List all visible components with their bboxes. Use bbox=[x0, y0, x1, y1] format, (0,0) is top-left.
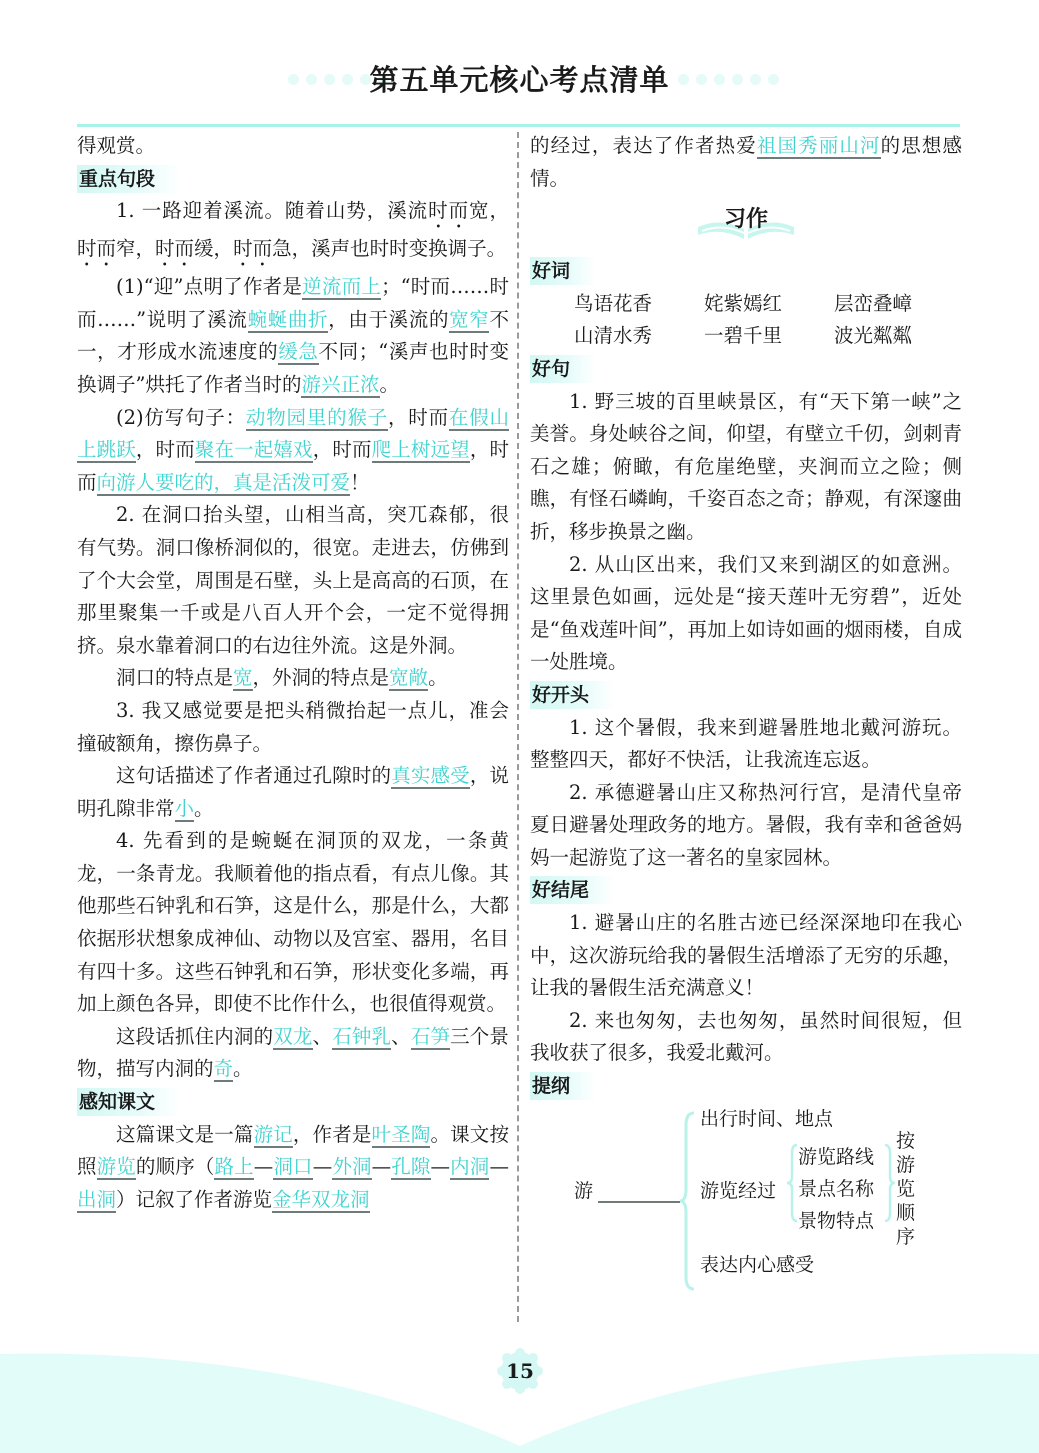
section-heading-key-sentences: 重点句段 bbox=[77, 165, 181, 193]
answer: 宽敞 bbox=[389, 666, 429, 690]
passage-1: 1. 一路迎着溪流。随着山势，溪流时而宽，时而窄，时而缓，时而急，溪声也时时变换调子。 bbox=[77, 199, 509, 261]
answer: 宽 bbox=[233, 666, 253, 690]
answer: 内洞 bbox=[450, 1155, 490, 1179]
answer: 向游人要吃的，真是活泼可爱 bbox=[96, 470, 351, 494]
word-item: 山清水秀 bbox=[574, 324, 653, 348]
answer: 动物园里的猴子 bbox=[245, 405, 388, 429]
left-column bbox=[77, 130, 509, 1216]
answer: 缓急 bbox=[278, 340, 319, 364]
section-heading-good-words: 好词 bbox=[530, 257, 596, 285]
outline-branch-2: 游览经过 bbox=[700, 1179, 777, 1202]
answer: 聚在一起嬉戏 bbox=[194, 438, 313, 462]
good-words-grid bbox=[530, 288, 962, 353]
section-heading-outline: 提纲 bbox=[530, 1072, 596, 1100]
answer: 双龙 bbox=[273, 1024, 313, 1048]
answer: 爬上树远望 bbox=[371, 438, 470, 462]
closing-brace-icon bbox=[884, 1143, 896, 1223]
column-divider bbox=[517, 132, 519, 1322]
answer: 石钟乳 bbox=[332, 1024, 392, 1048]
answer: 在假山上跳跃 bbox=[77, 405, 509, 462]
word-item: 层峦叠嶂 bbox=[834, 291, 913, 315]
passage-4: 4. 先看到的是蜿蜒在洞顶的双龙，一条黄龙，一条青龙。我顺着他的指点看，有点儿像。其他那些石钟乳和石笋，这是什么，那是什么，大都依据形状想象成神仙、动物以及宫室、器用，名目有四十多。这些石钟乳和石笋，形状变化多端，再加上颜色各异，即使不比作什么，也很值得观赏。 bbox=[77, 829, 509, 1016]
answer: 叶圣陶 bbox=[371, 1122, 431, 1146]
page-number: 15 bbox=[506, 1359, 534, 1383]
good-opening-2: 2. 承德避暑山庄又称热河行宫，是清代皇帝夏日避暑处理政务的地方。暑假，我有幸和爸爸妈妈一起游览了这一著名的皇家园林。 bbox=[530, 780, 962, 869]
page-title: 第五单元核心考点清单 bbox=[369, 63, 670, 97]
section-heading-good-openings: 好开头 bbox=[530, 681, 615, 709]
word-item: 鸟语花香 bbox=[574, 291, 653, 315]
answer: 出洞 bbox=[77, 1187, 117, 1211]
answer: 路上 bbox=[214, 1155, 254, 1179]
answer: 蜿蜒曲折 bbox=[247, 307, 329, 331]
outline-blank-line bbox=[598, 1201, 680, 1203]
outline-root: 游 bbox=[574, 1179, 594, 1202]
perceive-text-continuation: 的经过，表达了作者热爱祖国秀丽山河的思想感情。 bbox=[530, 134, 962, 190]
answer: 游览 bbox=[96, 1155, 136, 1179]
outline-branch-1: 出行时间、地点 bbox=[700, 1107, 834, 1130]
good-ending-2: 2. 来也匆匆，去也匆匆，虽然时间很短，但我收获了很多，我爱北戴河。 bbox=[530, 1008, 962, 1065]
answer: 石笋 bbox=[410, 1024, 451, 1048]
section-heading-good-endings: 好结尾 bbox=[530, 876, 615, 904]
outline-side-note: 按游览顺序 bbox=[896, 1129, 916, 1248]
outline-sub-1: 游览路线 bbox=[798, 1145, 875, 1168]
outline-sub-2: 景点名称 bbox=[798, 1177, 875, 1200]
section-heading-perceive-text: 感知课文 bbox=[77, 1088, 181, 1116]
answer: 祖国秀丽山河 bbox=[756, 134, 881, 157]
word-item: 姹紫嫣红 bbox=[704, 291, 783, 315]
answer: 宽窄 bbox=[449, 307, 490, 331]
section-heading-good-sentences: 好句 bbox=[530, 355, 596, 383]
perceive-text-paragraph: 这篇课文是一篇游记，作者是叶圣陶。课文按照游览的顺序（路上—洞口—外洞—孔隙—内洞—出洞）记叙了作者游览金华双龙洞 bbox=[77, 1122, 509, 1211]
question-3: 这句话描述了作者通过孔隙时的真实感受，说明孔隙非常小。 bbox=[77, 764, 509, 820]
good-ending-1: 1. 避暑山庄的名胜古迹已经深深地印在我心中，这次游玩给我的暑假生活增添了无穷的乐趣，让我的暑假生活充满意义！ bbox=[530, 911, 962, 1000]
answer: 奇 bbox=[213, 1057, 234, 1081]
header-divider bbox=[77, 124, 960, 127]
outline-sub-3: 景物特点 bbox=[798, 1209, 875, 1232]
answer: 洞口 bbox=[273, 1155, 313, 1179]
question-1-2: (2)仿写句子：动物园里的猴子，时而在假山上跳跃，时而聚在一起嬉戏，时而爬上树远望，时而向游人要吃的，真是活泼可爱！ bbox=[77, 405, 509, 494]
word-item: 波光粼粼 bbox=[834, 324, 913, 348]
outline-diagram bbox=[530, 1103, 962, 1298]
answer: 孔隙 bbox=[391, 1155, 431, 1179]
header-dots-right bbox=[678, 74, 779, 85]
question-4: 这段话抓住内洞的双龙、石钟乳、石笋三个景物，描写内洞的奇。 bbox=[77, 1024, 509, 1081]
answer: 真实感受 bbox=[391, 764, 470, 788]
passage-2: 2. 在洞口抬头望，山相当高，突兀森郁，很有气势。洞口像桥洞似的，很宽。走进去，仿佛到了个大会堂，周围是石壁，头上是高高的石顶，在那里聚集一千或是八百人开个会，一定不觉得拥挤。泉水靠着洞口的右边往外流。这是外洞。 bbox=[77, 503, 509, 657]
answer: 游兴正浓 bbox=[301, 372, 380, 396]
answer: 外洞 bbox=[332, 1155, 372, 1179]
word-item: 一碧千里 bbox=[704, 324, 783, 348]
good-sentence-1: 1. 野三坡的百里峡景区，有“天下第一峡”之美誉。身处峡谷之间，仰望，有壁立千仞，剑刺青石之雄；俯瞰，有危崖绝壁，夹涧而立之险；侧瞧，有怪石嶙峋，千姿百态之奇；静观，有深邃曲折，移步换景之幽。 bbox=[530, 389, 962, 543]
big-brace-icon bbox=[678, 1111, 696, 1291]
question-2: 洞口的特点是宽，外洞的特点是宽敞。 bbox=[116, 666, 448, 690]
outline-branch-3: 表达内心感受 bbox=[700, 1253, 815, 1276]
passage-3: 3. 我又感觉要是把头稍微抬起一点儿，准会撞破额角，擦伤鼻子。 bbox=[77, 698, 509, 755]
answer: 小 bbox=[174, 796, 195, 820]
good-sentence-2: 2. 从山区出来，我们又来到湖区的如意洲。这里景色如画，远处是“接天莲叶无穷碧”，近处是“鱼戏莲叶间”，再加上如诗如画的烟雨楼，自成一处胜境。 bbox=[530, 552, 962, 674]
answer: 金华双龙洞 bbox=[272, 1187, 370, 1211]
answer: 游记 bbox=[253, 1122, 293, 1146]
continuation-text: 得观赏。 bbox=[77, 134, 156, 157]
page-number-badge bbox=[495, 1346, 545, 1396]
writing-heading: 习作 bbox=[530, 195, 962, 255]
small-brace-icon bbox=[786, 1143, 798, 1223]
question-1-1: (1)“迎”点明了作者是逆流而上；“时而……时而……”说明了溪流蜿蜒曲折，由于溪流的宽窄不一，才形成水流速度的缓急不同；“溪声也时时变换调子”烘托了作者当时的游兴正浓。 bbox=[77, 275, 509, 396]
good-opening-1: 1. 这个暑假，我来到避暑胜地北戴河游玩。整整四天，都好不快活，让我流连忘返。 bbox=[530, 715, 962, 772]
answer: 逆流而上 bbox=[302, 275, 382, 299]
right-column bbox=[530, 130, 962, 1298]
